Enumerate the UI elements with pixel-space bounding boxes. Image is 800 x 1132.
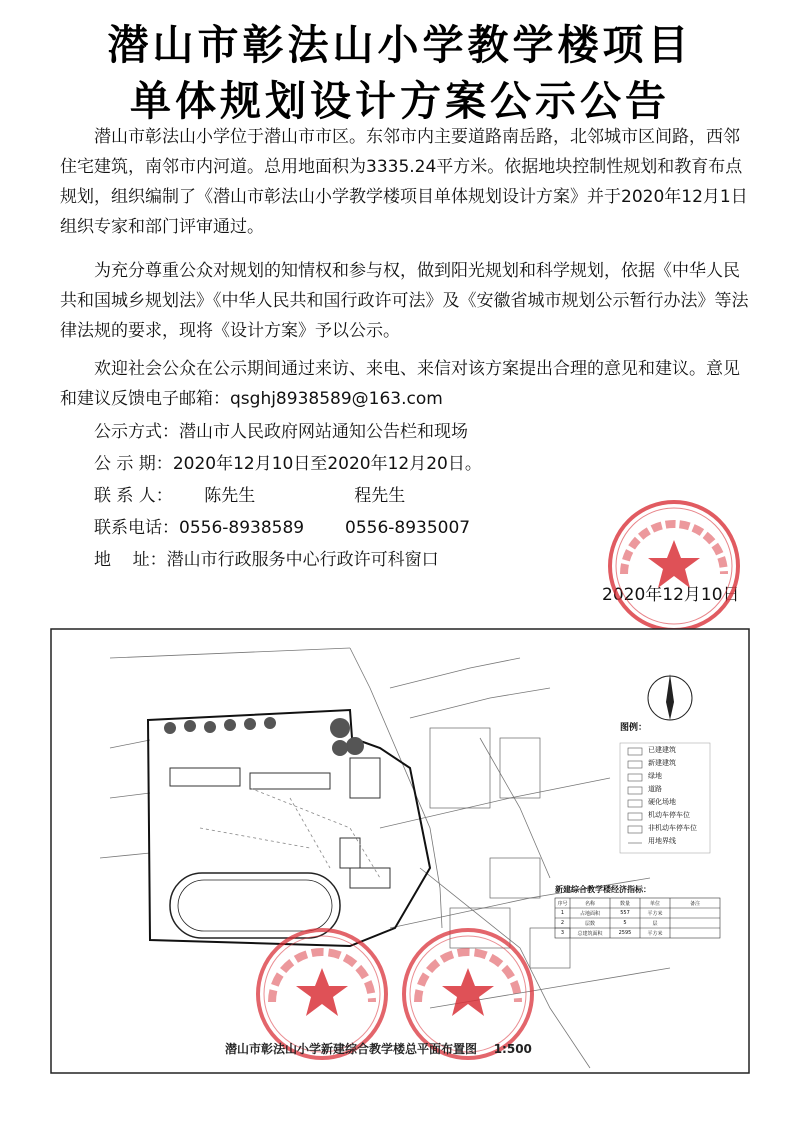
table-header-cell: 名称 [584, 900, 595, 907]
table-header-cell: 序号 [557, 900, 568, 907]
info-phone-label: 联系电话： [94, 518, 179, 538]
notice-date: 2020年12月10日 [602, 585, 740, 605]
info-phone [94, 514, 470, 542]
legend-item: 已建建筑 [648, 746, 676, 754]
legend-item: 机动车停车位 [648, 811, 690, 819]
table-cell: 5 [623, 920, 627, 926]
notice-title-line1: 潜山市彰法山小学教学楼项目 [107, 21, 693, 69]
legend-title: 图例： [620, 723, 648, 733]
table-cell: 平方米 [647, 910, 663, 917]
table-cell: 1 [560, 910, 565, 916]
table-cell: 3 [560, 930, 565, 936]
site-plan-caption: 潜山市彰法山小学新建综合教学楼总平面布置图 1:500 [225, 1042, 532, 1056]
table-header-cell: 单位 [649, 900, 660, 907]
contact-person-1: 陈先生 [204, 486, 256, 506]
info-period-label: 公 示 期： [94, 454, 173, 474]
legend-item: 新建建筑 [648, 759, 676, 767]
phone-number-1: 0556-8938589 [179, 518, 305, 538]
info-address-value: 潜山市行政服务中心行政许可科窗口 [166, 550, 439, 570]
table-header-row [555, 898, 720, 908]
legend-item: 绿地 [648, 772, 662, 780]
contact-person-2: 程先生 [354, 486, 406, 506]
table-cell: 层数 [584, 920, 595, 927]
table-header-cell: 数量 [619, 900, 630, 907]
indicator-table [555, 898, 720, 938]
table-header-cell: 备注 [689, 900, 700, 907]
paragraph-legal-basis: 为充分尊重公众对规划的知情权和参与权，做到阳光规划和科学规划，依据《中华人民共和国城乡规划法》《中华人民共和国行政许可法》及《安徽省城市规划公示暂行办法》等法律法规的要求，现将《设计方案》予以公示。 [60, 261, 749, 341]
info-address [94, 546, 439, 574]
legend-item: 非机动车停车位 [648, 824, 697, 832]
legend-item: 道路 [648, 785, 662, 793]
info-address-label: 地 址： [94, 550, 167, 570]
table-cell: 层 [652, 920, 658, 927]
info-contact-label: 联 系 人： [94, 486, 173, 506]
notice-title-line2: 单体规划设计方案公示公告 [130, 77, 670, 125]
legend-item: 硬化场地 [648, 798, 676, 806]
info-method-label: 公示方式： [94, 422, 179, 442]
official-seal-planning-bureau [604, 496, 744, 636]
table-row [555, 918, 720, 928]
info-method-value: 潜山市人民政府网站通知公告栏和现场 [179, 422, 468, 442]
legend-item: 用地界线 [648, 837, 676, 845]
table-cell: 总建筑面积 [577, 930, 603, 937]
table-cell: 占地面积 [579, 910, 600, 917]
info-period-value: 2020年12月10日至2020年12月20日。 [172, 454, 482, 474]
paragraph-location: 潜山市彰法山小学位于潜山市市区。东邻市内主要道路南岳路，北邻城市区间路，西邻住宅建筑，南邻市内河道。总用地面积为3335.24平方米。依据地块控制性规划和教育布点规划，组织编制了《潜山市彰法山小学教学楼项目单体规划设计方案》并于2020年12月1日组织专家和部门评审通过。 [60, 127, 748, 237]
info-contact [94, 482, 405, 510]
table-cell: 2595 [618, 930, 632, 936]
info-method [94, 418, 468, 446]
table-row [555, 928, 720, 938]
info-period [94, 450, 482, 478]
table-row [555, 908, 720, 918]
legend-list [648, 744, 697, 848]
paragraph-feedback: 欢迎社会公众在公示期间通过来访、来电、来信对该方案提出合理的意见和建议。意见和建议反馈电子邮箱：qsghj8938589@163.com [60, 359, 740, 409]
phone-number-2: 0556-8935007 [345, 518, 471, 538]
table-cell: 平方米 [647, 930, 663, 937]
indicator-table-title: 新建综合教学楼经济指标： [555, 885, 651, 894]
table-cell: 2 [560, 920, 565, 926]
table-cell: 557 [620, 910, 630, 916]
